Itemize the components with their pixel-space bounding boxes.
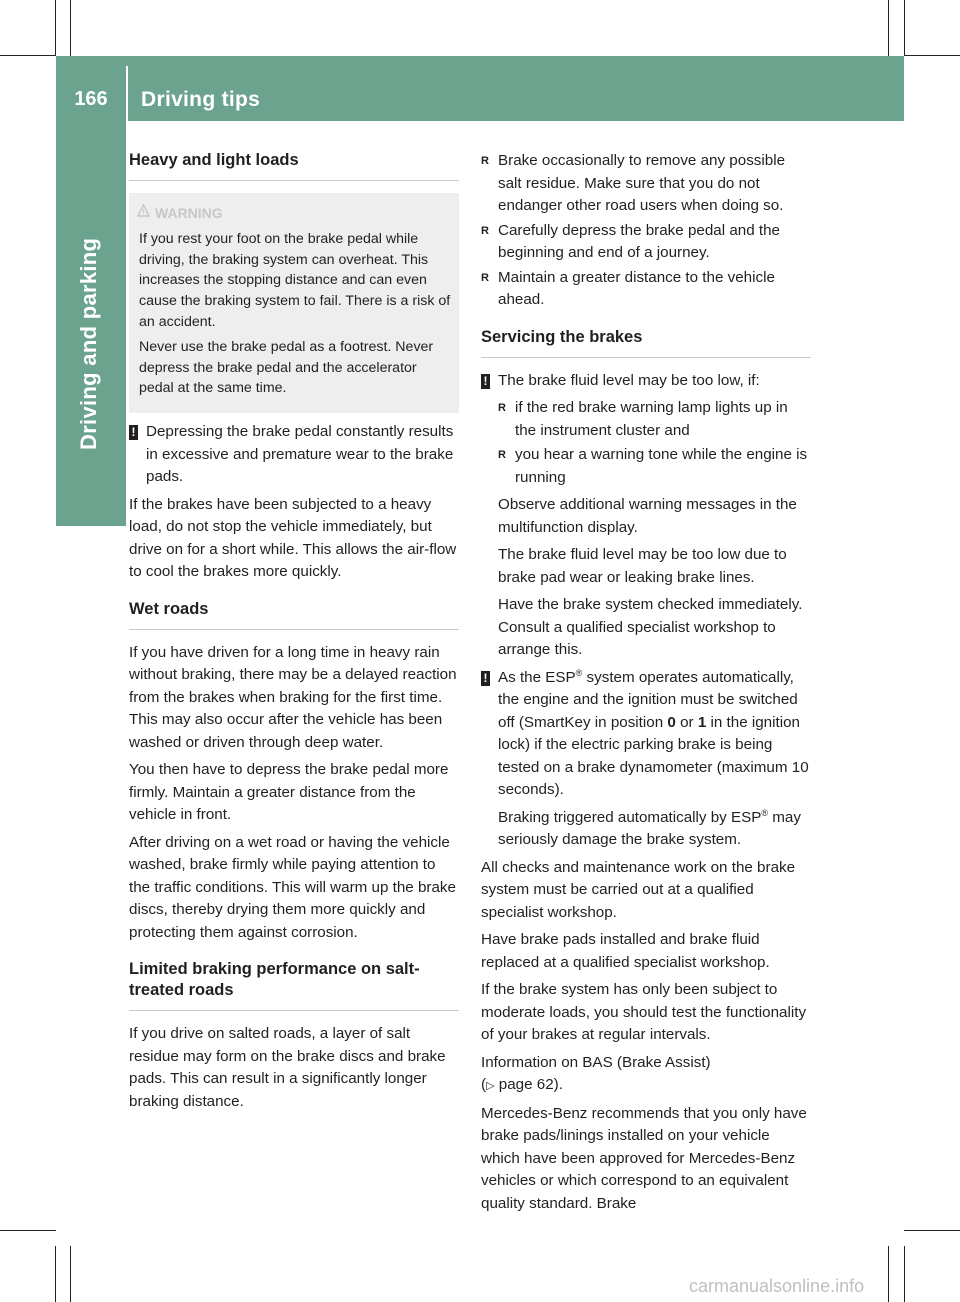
warning-title-text: WARNING [155,205,223,221]
bullet-icon: R [481,224,489,237]
warning-box [129,193,459,413]
crop-mark [70,0,71,56]
list-item [481,150,811,218]
note-text: Braking triggered automatically by ESP® may seriously damage the brake system. [498,807,801,848]
section-title: Driving tips [141,88,261,111]
arrow-right-icon: ▷ [486,1080,495,1092]
heading-wet-roads: Wet roads [129,599,459,630]
list-item-text: Brake occasionally to remove any possible salt residue. Make sure that you do not endanger other road users when doing so. [498,152,786,214]
crop-mark [904,1230,960,1231]
chapter-tab-label: Driving and parking [76,237,101,450]
warning-title [139,203,451,224]
bullet-icon: R [498,449,506,461]
caution-note [481,667,811,852]
paragraph: After driving on a wet road or having the vehicle washed, brake firmly while paying attention to the traffic conditions. This will warm up the brake discs, thereby drying them more quickly and protecting them against corrosion. [129,833,456,941]
heading-servicing-brakes: Servicing the brakes [481,327,811,358]
note-text: As the ESP® system operates automatically, the engine and the ignition must be switched off (SmartKey in position 0 or 1 in the ignition lock) if the electric parking brake is being tested on a brake dynamometer (maximum 10 seconds). [498,667,809,798]
watermark: carmanualsonline.info [689,1276,865,1296]
list-item-text: you hear a warning tone while the engine is running [515,446,808,486]
paragraph: Mercedes-Benz recommends that you only have brake pads/linings installed on your vehicle which have been approved for Mercedes-Benz vehicles or which correspond to an equivalent quality standard. Brake [481,1104,807,1212]
list-item [498,397,811,442]
paragraph: If you have driven for a long time in heavy rain without braking, there may be a delayed reaction from the brakes when braking for the first time. This may also occur after the vehicle has been washed or driven through deep water. [129,643,457,751]
note-text: The brake fluid level may be too low due to brake pad wear or leaking brake lines. [498,546,787,586]
warning-text: If you rest your foot on the brake pedal while driving, the braking system can overheat. This increases the stopping distance and can even cause the braking system to fail. There is a risk of an accident. [139,230,451,330]
note-text: Depressing the brake pedal constantly results in excessive and premature wear to the brake pads. [146,423,454,486]
crop-mark [904,1246,905,1302]
exclamation-icon: ! [481,671,490,686]
crop-mark [904,0,905,56]
list-item [481,267,811,312]
crop-mark [55,1246,56,1302]
caution-note [129,421,459,489]
list-item-text: if the red brake warning lamp lights up in the instrument cluster and [515,399,788,439]
header-divider [126,66,128,121]
paragraph: If the brake system has only been subject to moderate loads, you should test the functionality of your brakes at regular intervals. [481,981,807,1043]
crop-mark [0,1230,56,1231]
left-column [129,150,459,1118]
page-number: 166 [74,88,108,110]
bullet-icon: R [481,271,489,284]
bullet-list [481,150,811,312]
bullet-icon: R [498,402,506,414]
caution-note [481,370,811,662]
list-item-text: Carefully depress the brake pedal and the beginning and end of a journey. [498,221,780,261]
list-item-text: Maintain a greater distance to the vehicle ahead. [498,268,775,308]
list-item [481,220,811,265]
paragraph: You then have to depress the brake pedal more firmly. Maintain a greater distance from the vehicle in front. [129,761,449,824]
paragraph: Information on BAS (Brake Assist) (▷ page 62). [481,1053,711,1093]
paragraph: All checks and maintenance work on the brake system must be carried out at a qualified specialist workshop. [481,858,796,921]
list-item [498,444,811,489]
exclamation-icon: ! [481,374,490,389]
bullet-list [498,397,811,489]
crop-mark [70,1246,71,1302]
paragraph: If you drive on salted roads, a layer of salt residue may form on the brake discs and brake pads. This can result in a significantly longer braking distance. [129,1025,446,1110]
crop-mark [904,55,960,56]
bullet-icon: R [481,155,489,167]
crop-mark [55,0,56,56]
note-text: Have the brake system checked immediately. Consult a qualified specialist workshop to arrange this. [498,596,803,658]
crop-mark [0,55,56,56]
note-text: Observe additional warning messages in the multifunction display. [498,496,797,536]
page-reference-link[interactable]: ▷ page 62). [486,1076,563,1093]
exclamation-icon: ! [129,425,138,440]
crop-mark [888,0,889,56]
crop-mark [888,1246,889,1302]
warning-text: Never use the brake pedal as a footrest. Never depress the brake pedal and the accelerator pedal at the same time. [139,338,434,397]
right-column [481,150,811,1220]
paragraph: If the brakes have been subjected to a heavy load, do not stop the vehicle immediately, but drive on for a short while. This allows the air-flow to cool the brakes more quickly. [129,495,457,581]
heading-heavy-loads: Heavy and light loads [129,150,459,181]
heading-salt-roads: Limited braking performance on salt-treated roads [129,959,459,1011]
warning-triangle-icon [137,204,150,217]
paragraph: Have brake pads installed and brake fluid replaced at a qualified specialist workshop. [481,931,770,971]
note-text: The brake fluid level may be too low, if: [498,371,760,389]
